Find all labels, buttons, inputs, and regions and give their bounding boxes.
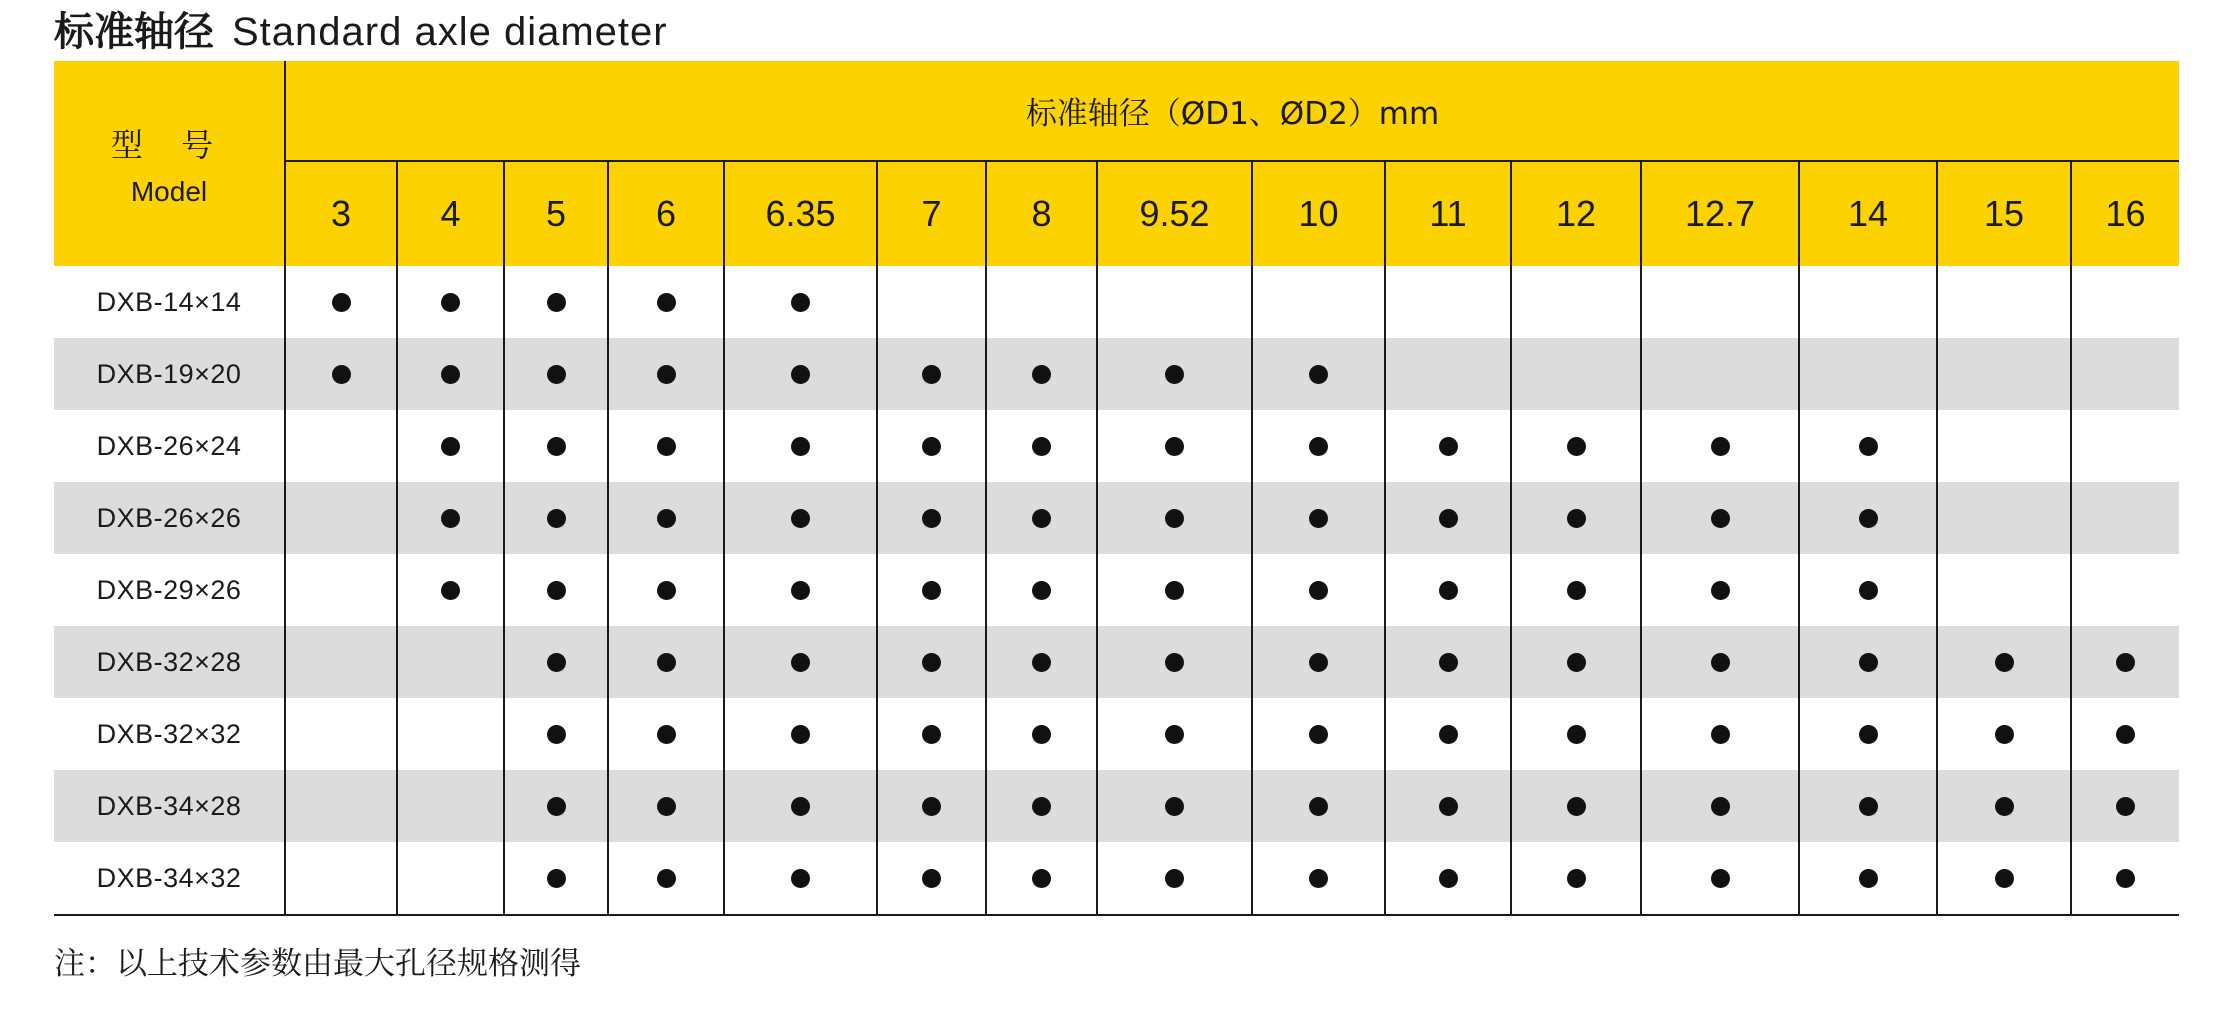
availability-cell — [1252, 842, 1385, 915]
availability-cell — [1097, 410, 1252, 482]
availability-cell — [1097, 626, 1252, 698]
available-dot-icon — [1439, 653, 1458, 672]
availability-cell — [1511, 482, 1641, 554]
availability-cell — [608, 410, 724, 482]
available-dot-icon — [1032, 581, 1051, 600]
availability-cell — [1252, 626, 1385, 698]
available-dot-icon — [1995, 725, 2014, 744]
available-dot-icon — [1711, 509, 1730, 528]
availability-cell — [504, 338, 608, 410]
availability-cell — [1385, 770, 1511, 842]
available-dot-icon — [1032, 437, 1051, 456]
availability-cell — [724, 266, 877, 338]
availability-cell — [608, 482, 724, 554]
model-cell: DXB-34×28 — [54, 770, 285, 842]
availability-cell — [1252, 698, 1385, 770]
available-dot-icon — [1165, 509, 1184, 528]
availability-cell — [2071, 626, 2179, 698]
size-header-cell: 8 — [986, 161, 1097, 266]
availability-cell — [2071, 338, 2179, 410]
model-cell: DXB-34×32 — [54, 842, 285, 915]
available-dot-icon — [1439, 509, 1458, 528]
availability-cell — [877, 554, 986, 626]
available-dot-icon — [1711, 437, 1730, 456]
available-dot-icon — [1165, 365, 1184, 384]
available-dot-icon — [1567, 437, 1586, 456]
availability-cell — [877, 482, 986, 554]
availability-cell — [397, 338, 504, 410]
availability-cell — [724, 626, 877, 698]
availability-cell — [2071, 842, 2179, 915]
page-title-cn: 标准轴径 — [54, 9, 214, 55]
available-dot-icon — [1859, 653, 1878, 672]
available-dot-icon — [547, 869, 566, 888]
table-row — [54, 410, 2179, 482]
availability-cell — [986, 338, 1097, 410]
availability-cell — [986, 698, 1097, 770]
table-body — [54, 266, 2179, 915]
availability-cell — [724, 698, 877, 770]
available-dot-icon — [922, 725, 941, 744]
availability-cell — [724, 554, 877, 626]
model-header-cn: 型 号 — [110, 125, 228, 164]
size-header-cell: 3 — [285, 161, 397, 266]
available-dot-icon — [922, 581, 941, 600]
availability-cell — [504, 410, 608, 482]
available-dot-icon — [657, 797, 676, 816]
availability-cell — [1511, 554, 1641, 626]
available-dot-icon — [1165, 581, 1184, 600]
availability-cell — [285, 626, 397, 698]
availability-cell — [1511, 410, 1641, 482]
model-cell: DXB-29×26 — [54, 554, 285, 626]
available-dot-icon — [547, 437, 566, 456]
model-cell: DXB-19×20 — [54, 338, 285, 410]
availability-cell — [2071, 698, 2179, 770]
available-dot-icon — [1995, 653, 2014, 672]
available-dot-icon — [1711, 797, 1730, 816]
available-dot-icon — [441, 509, 460, 528]
available-dot-icon — [1567, 725, 1586, 744]
available-dot-icon — [1859, 509, 1878, 528]
available-dot-icon — [1711, 869, 1730, 888]
available-dot-icon — [547, 509, 566, 528]
availability-cell — [1252, 554, 1385, 626]
availability-cell — [1799, 626, 1937, 698]
table-row — [54, 842, 2179, 915]
available-dot-icon — [791, 797, 810, 816]
size-header-row — [54, 161, 2179, 266]
available-dot-icon — [1439, 581, 1458, 600]
available-dot-icon — [2116, 869, 2135, 888]
available-dot-icon — [332, 365, 351, 384]
size-header-cell: 4 — [397, 161, 504, 266]
availability-cell — [397, 842, 504, 915]
available-dot-icon — [657, 509, 676, 528]
available-dot-icon — [547, 365, 566, 384]
availability-cell — [1511, 626, 1641, 698]
availability-cell — [1641, 482, 1799, 554]
availability-cell — [397, 626, 504, 698]
size-header-cell: 6 — [608, 161, 724, 266]
available-dot-icon — [1032, 365, 1051, 384]
availability-cell — [504, 554, 608, 626]
available-dot-icon — [657, 869, 676, 888]
availability-cell — [608, 554, 724, 626]
available-dot-icon — [1711, 653, 1730, 672]
available-dot-icon — [657, 293, 676, 312]
model-cell: DXB-32×32 — [54, 698, 285, 770]
availability-cell — [1799, 842, 1937, 915]
available-dot-icon — [1165, 653, 1184, 672]
availability-cell — [1385, 338, 1511, 410]
available-dot-icon — [1859, 725, 1878, 744]
availability-cell — [724, 338, 877, 410]
size-header-cell: 12.7 — [1641, 161, 1799, 266]
availability-cell — [986, 770, 1097, 842]
availability-cell — [1937, 266, 2071, 338]
availability-cell — [285, 266, 397, 338]
axle-diameter-table — [54, 61, 2179, 916]
availability-cell — [877, 410, 986, 482]
model-cell: DXB-14×14 — [54, 266, 285, 338]
availability-cell — [397, 266, 504, 338]
available-dot-icon — [791, 653, 810, 672]
available-dot-icon — [791, 293, 810, 312]
availability-cell — [1641, 770, 1799, 842]
size-header-cell: 5 — [504, 161, 608, 266]
size-header-cell: 12 — [1511, 161, 1641, 266]
available-dot-icon — [922, 797, 941, 816]
available-dot-icon — [657, 581, 676, 600]
available-dot-icon — [1309, 581, 1328, 600]
availability-cell — [1799, 338, 1937, 410]
available-dot-icon — [1711, 581, 1730, 600]
availability-cell — [877, 698, 986, 770]
availability-cell — [504, 842, 608, 915]
availability-cell — [986, 554, 1097, 626]
available-dot-icon — [1711, 725, 1730, 744]
available-dot-icon — [1439, 869, 1458, 888]
availability-cell — [1799, 410, 1937, 482]
availability-cell — [1511, 842, 1641, 915]
availability-cell — [285, 554, 397, 626]
availability-cell — [504, 698, 608, 770]
availability-cell — [1511, 266, 1641, 338]
available-dot-icon — [791, 437, 810, 456]
availability-cell — [1252, 770, 1385, 842]
available-dot-icon — [1859, 797, 1878, 816]
availability-cell — [1799, 482, 1937, 554]
available-dot-icon — [922, 365, 941, 384]
availability-cell — [2071, 554, 2179, 626]
page-title — [54, 4, 668, 60]
size-header-cell: 14 — [1799, 161, 1937, 266]
table-row — [54, 266, 2179, 338]
available-dot-icon — [547, 653, 566, 672]
table-row — [54, 554, 2179, 626]
table-row — [54, 626, 2179, 698]
availability-cell — [877, 626, 986, 698]
availability-cell — [1385, 698, 1511, 770]
size-header-cell: 16 — [2071, 161, 2179, 266]
axle-diameter-group-header: 标准轴径（ØD1、ØD2）mm — [285, 61, 2179, 161]
availability-cell — [608, 626, 724, 698]
availability-cell — [877, 338, 986, 410]
available-dot-icon — [791, 869, 810, 888]
available-dot-icon — [1309, 725, 1328, 744]
available-dot-icon — [1032, 725, 1051, 744]
available-dot-icon — [1032, 653, 1051, 672]
availability-cell — [1097, 770, 1252, 842]
available-dot-icon — [1309, 797, 1328, 816]
table-row — [54, 338, 2179, 410]
available-dot-icon — [922, 653, 941, 672]
available-dot-icon — [922, 869, 941, 888]
available-dot-icon — [1165, 797, 1184, 816]
availability-cell — [1097, 554, 1252, 626]
model-cell: DXB-26×26 — [54, 482, 285, 554]
availability-cell — [608, 338, 724, 410]
availability-cell — [1097, 482, 1252, 554]
availability-cell — [986, 482, 1097, 554]
availability-cell — [2071, 266, 2179, 338]
footnote: 注：以上技术参数由最大孔径规格测得 — [54, 946, 581, 982]
available-dot-icon — [791, 725, 810, 744]
available-dot-icon — [1032, 869, 1051, 888]
available-dot-icon — [2116, 797, 2135, 816]
availability-cell — [1385, 626, 1511, 698]
available-dot-icon — [547, 581, 566, 600]
availability-cell — [986, 842, 1097, 915]
available-dot-icon — [1995, 869, 2014, 888]
availability-cell — [1799, 266, 1937, 338]
page-title-en: Standard axle diameter — [232, 10, 668, 54]
availability-cell — [2071, 482, 2179, 554]
availability-cell — [986, 410, 1097, 482]
available-dot-icon — [2116, 725, 2135, 744]
availability-cell — [1385, 266, 1511, 338]
available-dot-icon — [922, 437, 941, 456]
available-dot-icon — [1567, 869, 1586, 888]
available-dot-icon — [1165, 725, 1184, 744]
availability-cell — [1097, 266, 1252, 338]
availability-cell — [504, 770, 608, 842]
available-dot-icon — [1859, 869, 1878, 888]
available-dot-icon — [657, 437, 676, 456]
availability-cell — [724, 770, 877, 842]
availability-cell — [1511, 338, 1641, 410]
availability-cell — [724, 482, 877, 554]
size-header-cell: 10 — [1252, 161, 1385, 266]
model-header-en: Model — [130, 175, 208, 207]
availability-cell — [1937, 698, 2071, 770]
availability-cell — [1937, 626, 2071, 698]
model-cell: DXB-32×28 — [54, 626, 285, 698]
availability-cell — [1641, 698, 1799, 770]
availability-cell — [1385, 410, 1511, 482]
availability-cell — [504, 626, 608, 698]
availability-cell — [1799, 698, 1937, 770]
availability-cell — [877, 266, 986, 338]
availability-cell — [1385, 554, 1511, 626]
available-dot-icon — [657, 365, 676, 384]
availability-cell — [1252, 338, 1385, 410]
availability-cell — [397, 554, 504, 626]
availability-cell — [1641, 410, 1799, 482]
available-dot-icon — [1165, 869, 1184, 888]
available-dot-icon — [1439, 437, 1458, 456]
available-dot-icon — [1567, 797, 1586, 816]
size-header-cell: 15 — [1937, 161, 2071, 266]
availability-cell — [1641, 842, 1799, 915]
availability-cell — [504, 266, 608, 338]
availability-cell — [285, 410, 397, 482]
table-row — [54, 698, 2179, 770]
available-dot-icon — [1995, 797, 2014, 816]
available-dot-icon — [547, 797, 566, 816]
available-dot-icon — [1567, 581, 1586, 600]
available-dot-icon — [441, 293, 460, 312]
availability-cell — [1937, 338, 2071, 410]
available-dot-icon — [1859, 581, 1878, 600]
availability-cell — [608, 842, 724, 915]
availability-cell — [608, 698, 724, 770]
availability-cell — [2071, 410, 2179, 482]
available-dot-icon — [1309, 365, 1328, 384]
availability-cell — [285, 698, 397, 770]
availability-cell — [397, 410, 504, 482]
availability-cell — [1799, 770, 1937, 842]
availability-cell — [986, 626, 1097, 698]
availability-cell — [1252, 266, 1385, 338]
availability-cell — [724, 410, 877, 482]
availability-cell — [1511, 698, 1641, 770]
availability-cell — [285, 338, 397, 410]
availability-cell — [285, 842, 397, 915]
available-dot-icon — [922, 509, 941, 528]
availability-cell — [1097, 842, 1252, 915]
available-dot-icon — [657, 725, 676, 744]
availability-cell — [1641, 338, 1799, 410]
availability-cell — [1385, 482, 1511, 554]
available-dot-icon — [1032, 509, 1051, 528]
availability-cell — [1097, 338, 1252, 410]
availability-cell — [1937, 842, 2071, 915]
available-dot-icon — [1439, 797, 1458, 816]
availability-cell — [724, 842, 877, 915]
available-dot-icon — [441, 365, 460, 384]
size-header-cell: 9.52 — [1097, 161, 1252, 266]
availability-cell — [1937, 554, 2071, 626]
availability-cell — [877, 842, 986, 915]
available-dot-icon — [1859, 437, 1878, 456]
availability-cell — [1252, 410, 1385, 482]
available-dot-icon — [332, 293, 351, 312]
available-dot-icon — [1439, 725, 1458, 744]
availability-cell — [397, 698, 504, 770]
availability-cell — [1799, 554, 1937, 626]
size-header-cell: 7 — [877, 161, 986, 266]
available-dot-icon — [1032, 797, 1051, 816]
model-cell: DXB-26×24 — [54, 410, 285, 482]
available-dot-icon — [791, 365, 810, 384]
available-dot-icon — [547, 725, 566, 744]
available-dot-icon — [547, 293, 566, 312]
availability-cell — [1252, 482, 1385, 554]
availability-cell — [504, 482, 608, 554]
available-dot-icon — [1567, 509, 1586, 528]
availability-cell — [1937, 770, 2071, 842]
availability-cell — [1937, 410, 2071, 482]
table-row — [54, 482, 2179, 554]
available-dot-icon — [791, 581, 810, 600]
available-dot-icon — [441, 581, 460, 600]
available-dot-icon — [1309, 653, 1328, 672]
availability-cell — [877, 770, 986, 842]
availability-cell — [1641, 266, 1799, 338]
availability-cell — [1511, 770, 1641, 842]
availability-cell — [608, 266, 724, 338]
availability-cell — [1641, 626, 1799, 698]
available-dot-icon — [1309, 437, 1328, 456]
available-dot-icon — [1309, 869, 1328, 888]
available-dot-icon — [2116, 653, 2135, 672]
available-dot-icon — [1165, 437, 1184, 456]
availability-cell — [397, 770, 504, 842]
availability-cell — [1641, 554, 1799, 626]
availability-cell — [285, 770, 397, 842]
model-column-header — [54, 61, 285, 266]
availability-cell — [608, 770, 724, 842]
availability-cell — [1385, 842, 1511, 915]
availability-cell — [285, 482, 397, 554]
availability-cell — [986, 266, 1097, 338]
table-row — [54, 770, 2179, 842]
availability-cell — [1097, 698, 1252, 770]
size-header-cell: 6.35 — [724, 161, 877, 266]
available-dot-icon — [441, 437, 460, 456]
available-dot-icon — [791, 509, 810, 528]
available-dot-icon — [1567, 653, 1586, 672]
size-header-cell: 11 — [1385, 161, 1511, 266]
availability-cell — [397, 482, 504, 554]
availability-cell — [2071, 770, 2179, 842]
availability-cell — [1937, 482, 2071, 554]
available-dot-icon — [1309, 509, 1328, 528]
available-dot-icon — [657, 653, 676, 672]
